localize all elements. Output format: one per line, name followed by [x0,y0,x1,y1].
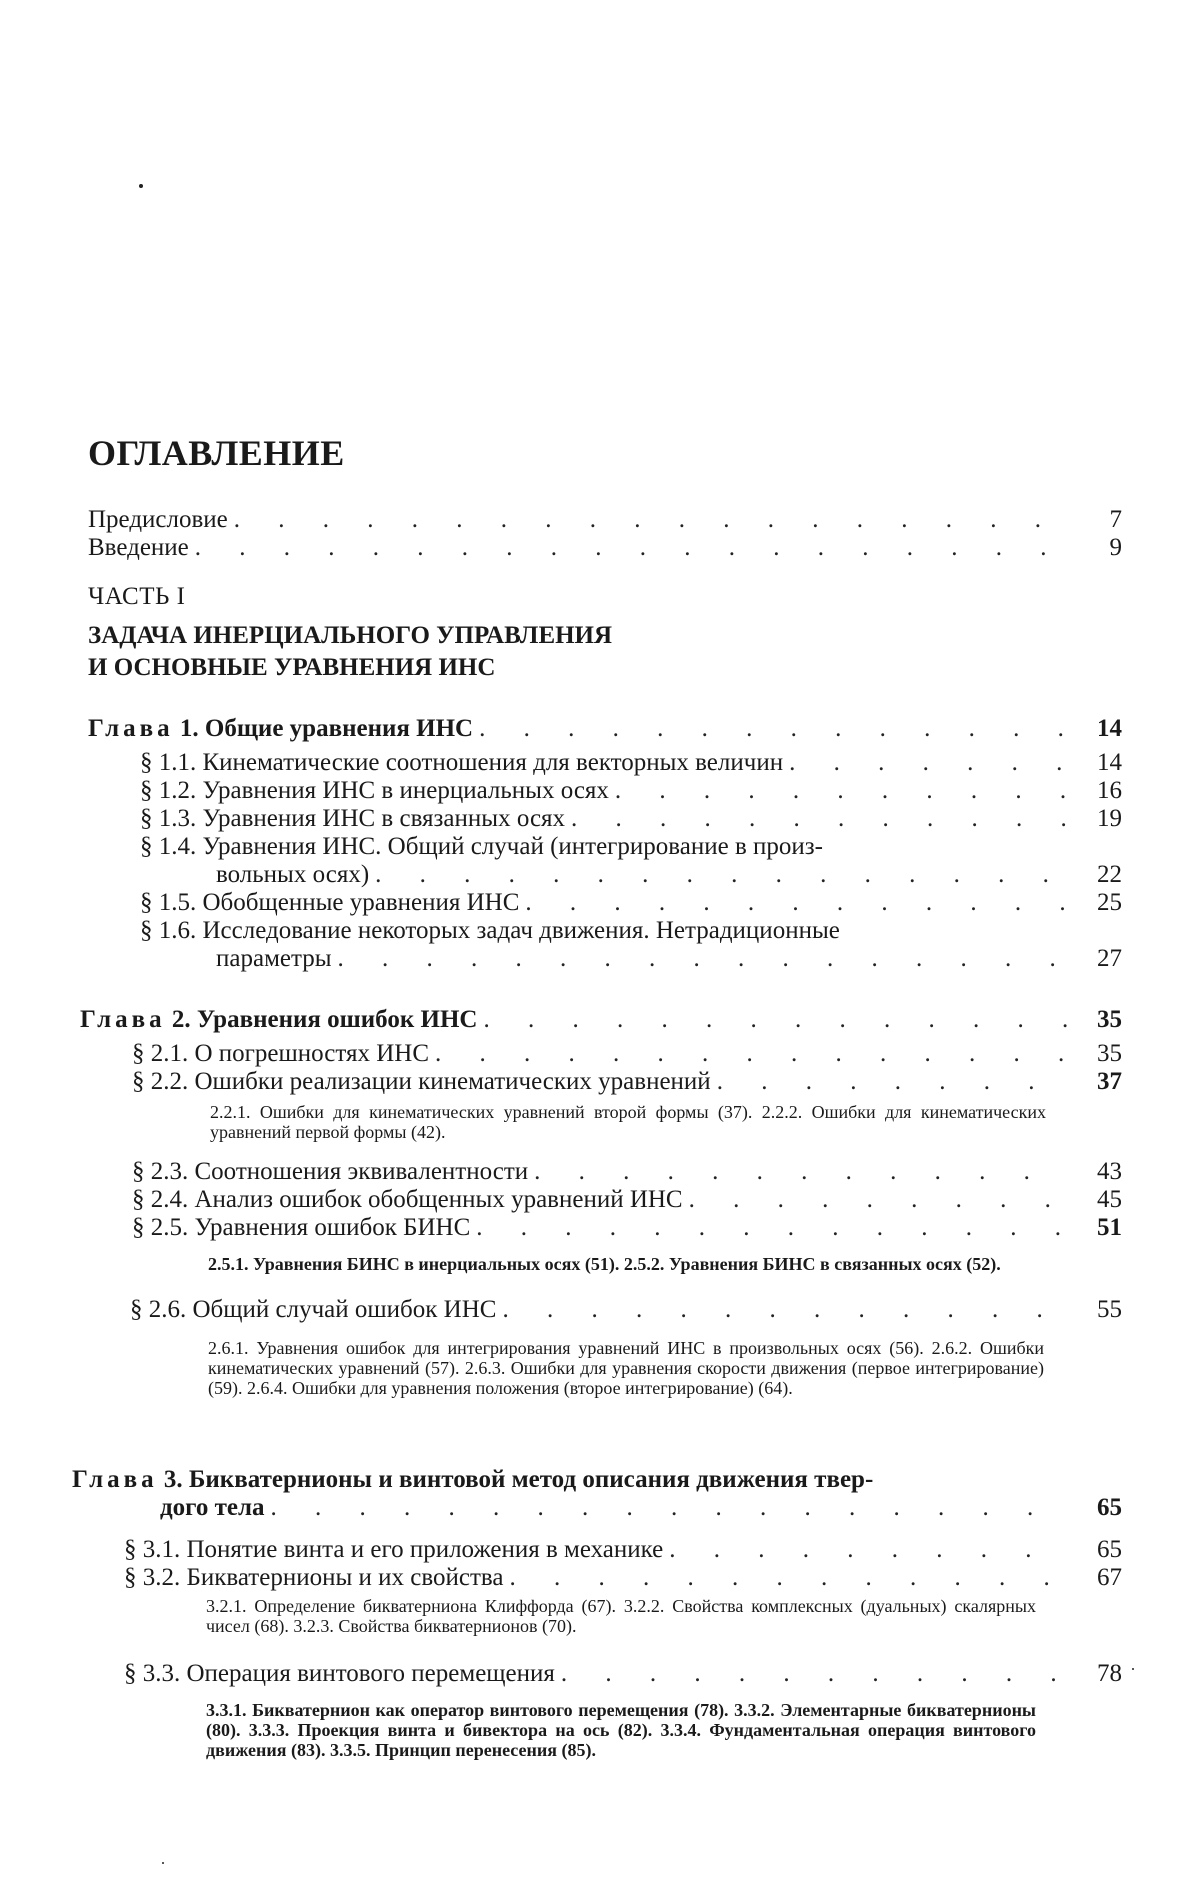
leader-dots [789,749,1068,777]
toc-chapter-2 [80,1006,1122,1034]
section-title: Уравнения ошибок БИНС [194,1214,471,1241]
section-page: 22 [1097,861,1122,888]
section-number: § 2.1. [132,1040,189,1067]
section-title: Соотношения эквивалентности [194,1158,529,1185]
leader-dots [375,861,1068,889]
section-number: § 2.2. [132,1068,189,1095]
leader-dots [195,534,1068,562]
toc-section [124,1536,1122,1564]
section-title: Бикватернионы и их свойства [186,1564,504,1591]
toc-section-wrapped [140,833,823,861]
leader-dots [483,1006,1068,1034]
subsection-list: 3.3.1. Бикватернион как оператор винтового перемещения (78). 3.3.2. Элементарные бикватернионы (80). 3.3.3. Проекция винта и бивектора на ось (82). 3.3.4. Фундаментальная операция винтового движения (83). 3.3.5. Принцип перенесения (85). [206,1700,1036,1760]
section-number: § 2.5. [132,1214,189,1241]
subsection-list: 2.5.1. Уравнения БИНС в инерциальных осях (51). 2.5.2. Уравнения БИНС в связанных осях (52). [208,1254,1001,1274]
leader-dots [561,1660,1068,1688]
chapter-page: 35 [1097,1006,1122,1033]
leader-dots [234,506,1068,534]
chapter-number: 1. [179,715,199,742]
leader-dots [338,945,1068,973]
section-page: 14 [1097,749,1122,776]
section-page: 19 [1097,805,1122,832]
section-page: 37 [1097,1068,1122,1095]
toc-section [132,1040,1122,1068]
toc-section-wrapped [140,917,840,945]
toc-entry-introduction [88,534,1122,562]
toc-section [140,749,1122,777]
section-page: 16 [1097,777,1122,804]
section-page: 51 [1097,1214,1122,1241]
entry-title: Введение [88,534,189,561]
section-page: 25 [1097,889,1122,916]
entry-page: 7 [1109,506,1122,533]
section-title: Операция винтового перемещения [186,1660,555,1687]
chapter-number: 3. [163,1466,183,1493]
chapter-page: 14 [1097,715,1122,742]
section-title: Уравнения ИНС в инерциальных осях [202,777,609,804]
section-title-line1: Уравнения ИНС. Общий случай (интегрирование в произ- [202,833,823,860]
section-title-line2: параметры [216,945,332,972]
section-number: § 3.2. [124,1564,181,1591]
section-page: 78 [1097,1660,1122,1687]
section-title: Обобщенные уравнения ИНС [202,889,520,916]
chapter-prefix: Глава [88,715,174,742]
section-title: Понятие винта и его приложения в механике [186,1536,664,1563]
ink-speck [1132,1668,1134,1670]
entry-title: Предисловие [88,506,228,533]
toc-chapter-3-continuation [160,1494,1122,1522]
chapter-number: 2. [171,1006,191,1033]
section-title: Кинематические соотношения для векторных величин [202,749,784,776]
section-number: § 1.6. [140,917,197,944]
subsection-list: 2.2.1. Ошибки для кинематических уравнений второй формы (37). 2.2.2. Ошибки для кинематических уравнений первой формы (42). [210,1102,1046,1142]
entry-page: 9 [1109,534,1122,561]
subsection-list: 2.6.1. Уравнения ошибок для интегрирования уравнений ИНС в произвольных осях (56). 2.6.2. Ошибки кинематических уравнений (57). 2.6.3. Ошибки для уравнения скорости движения (первое интегрирование) (59). 2.6.4. Ошибки для уравнения положения (второе интегрирование) (64). [208,1338,1044,1398]
chapter-title: Общие уравнения ИНС [204,715,474,742]
ink-speck [139,184,143,188]
toc-chapter-1 [88,715,1122,743]
leader-dots [571,805,1068,833]
toc-section [132,1068,1122,1096]
part-label: ЧАСТЬ I [88,583,186,610]
toc-section [124,1660,1122,1688]
subsection-list: 3.2.1. Определение бикватерниона Клиффорда (67). 3.2.2. Свойства комплексных (дуальных) скалярных чисел (68). 3.2.3. Свойства бикватернионов (70). [206,1596,1036,1636]
section-number: § 1.1. [140,749,197,776]
section-page: 43 [1097,1158,1122,1185]
leader-dots [435,1040,1068,1068]
toc-section [140,777,1122,805]
section-page: 35 [1097,1040,1122,1067]
leader-dots [689,1186,1068,1214]
section-number: § 2.4. [132,1186,189,1213]
section-title: Уравнения ИНС в связанных осях [202,805,566,832]
toc-section [124,1564,1122,1592]
toc-section [132,1214,1122,1242]
leader-dots [476,1214,1068,1242]
section-number: § 3.1. [124,1536,181,1563]
chapter-page: 65 [1097,1494,1122,1521]
leader-dots [509,1564,1068,1592]
leader-dots [717,1068,1068,1096]
section-page: 67 [1097,1564,1122,1591]
section-number: § 1.4. [140,833,197,860]
section-page: 27 [1097,945,1122,972]
section-page: 65 [1097,1536,1122,1563]
toc-entry-preface [88,506,1122,534]
section-title: Общий случай ошибок ИНС [192,1296,497,1323]
toc-chapter-3 [72,1466,873,1494]
chapter-title: Уравнения ошибок ИНС [196,1006,478,1033]
toc-section [132,1186,1122,1214]
section-number: § 1.2. [140,777,197,804]
chapter-title-line1: Бикватернионы и винтовой метод описания движения твер- [188,1466,874,1493]
chapter-prefix: Глава [72,1466,158,1493]
part-title-line2: И ОСНОВНЫЕ УРАВНЕНИЯ ИНС [88,654,496,681]
section-number: § 2.3. [132,1158,189,1185]
section-page: 45 [1097,1186,1122,1213]
chapter-title-line2: дого тела [160,1494,265,1521]
section-number: § 3.3. [124,1660,181,1687]
toc-section [140,805,1122,833]
section-number: § 2.6. [130,1296,187,1323]
section-page: 55 [1097,1296,1122,1323]
leader-dots [525,889,1068,917]
leader-dots [534,1158,1068,1186]
section-number: § 1.3. [140,805,197,832]
toc-section-continuation [216,945,1122,973]
ink-speck [162,1862,164,1864]
section-title: Анализ ошибок обобщенных уравнений ИНС [194,1186,683,1213]
section-title-line1: Исследование некоторых задач движения. Нетрадиционные [202,917,840,944]
toc-section [140,889,1122,917]
toc-section-continuation [216,861,1122,889]
section-number: § 1.5. [140,889,197,916]
chapter-prefix: Глава [80,1006,166,1033]
leader-dots [669,1536,1068,1564]
leader-dots [479,715,1068,743]
leader-dots [271,1494,1068,1522]
leader-dots [615,777,1068,805]
section-title: Ошибки реализации кинематических уравнений [194,1068,711,1095]
page-title: ОГЛАВЛЕНИЕ [88,433,345,473]
section-title-line2: вольных осях) [216,861,370,888]
leader-dots [502,1296,1068,1324]
toc-section [130,1296,1122,1324]
part-title-line1: ЗАДАЧА ИНЕРЦИАЛЬНОГО УПРАВЛЕНИЯ [88,622,613,649]
toc-section [132,1158,1122,1186]
section-title: О погрешностях ИНС [194,1040,430,1067]
